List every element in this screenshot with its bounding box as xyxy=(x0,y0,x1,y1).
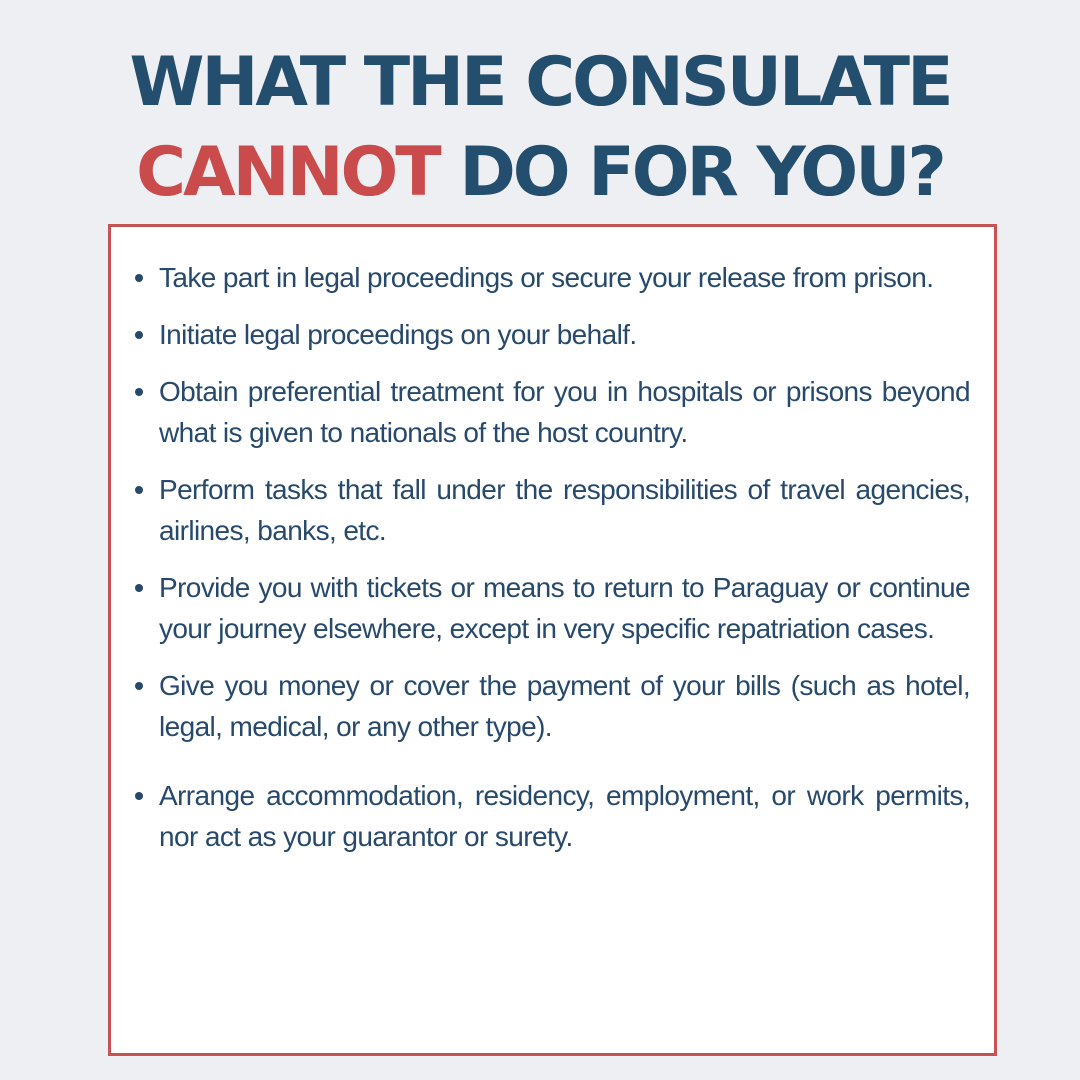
list-item-text: Arrange accommodation, residency, employment, or work permits, nor act as your guarantor or surety. xyxy=(159,780,970,852)
list-item xyxy=(159,314,970,355)
title-line-2 xyxy=(0,128,1080,218)
bullet-icon xyxy=(135,584,143,592)
list-item-text: Provide you with tickets or means to return to Paraguay or continue your journey elsewhere, except in very specific repatriation cases. xyxy=(159,572,970,644)
bullet-icon xyxy=(135,331,143,339)
title-line-1: WHAT THE CONSULATE xyxy=(129,43,951,122)
page-title xyxy=(0,38,1080,218)
bullet-icon xyxy=(135,486,143,494)
title-line-2-rest: DO FOR YOU? xyxy=(459,133,944,212)
bullet-icon xyxy=(135,682,143,690)
list-item-text: Perform tasks that fall under the responsibilities of travel agencies, airlines, banks, etc. xyxy=(159,474,970,546)
list-item xyxy=(159,775,970,857)
list-item xyxy=(159,567,970,649)
list-item-text: Give you money or cover the payment of your bills (such as hotel, legal, medical, or any other type). xyxy=(159,670,970,742)
list-item-text: Take part in legal proceedings or secure your release from prison. xyxy=(159,262,934,293)
list-item xyxy=(159,665,970,747)
list-item-text: Obtain preferential treatment for you in hospitals or prisons beyond what is given to nationals of the host country. xyxy=(159,376,970,448)
list-item xyxy=(159,371,970,453)
list-item xyxy=(159,469,970,551)
bullet-icon xyxy=(135,274,143,282)
bullet-icon xyxy=(135,792,143,800)
list-item-text: Initiate legal proceedings on your behalf. xyxy=(159,319,637,350)
bullet-icon xyxy=(135,388,143,396)
content-card xyxy=(108,224,997,1056)
list-item xyxy=(159,257,970,298)
limitations-list xyxy=(111,227,994,857)
title-accent-word: CANNOT xyxy=(136,133,439,212)
